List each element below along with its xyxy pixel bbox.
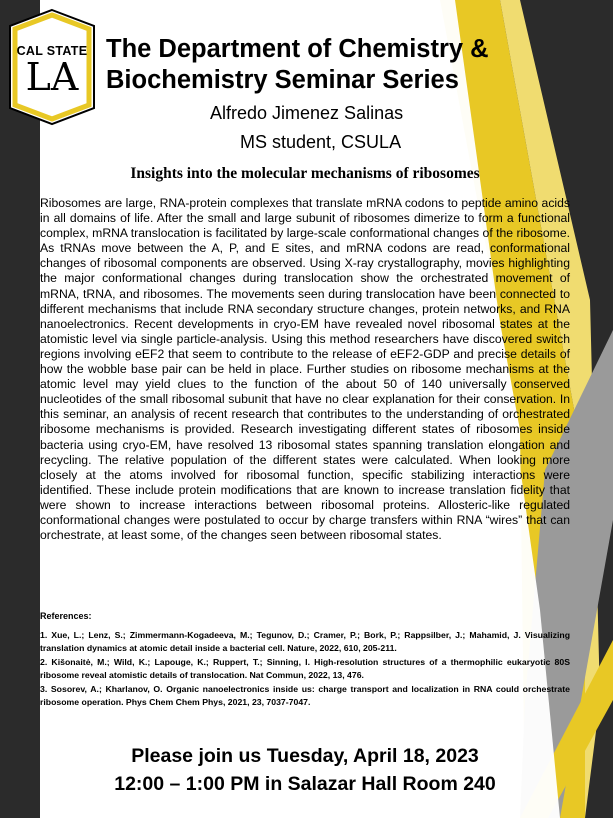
event-date: Please join us Tuesday, April 18, 2023	[131, 745, 479, 767]
cal-state-la-logo	[8, 8, 96, 126]
logo-main-text: LA	[25, 55, 79, 99]
abstract-text: Ribosomes are large, RNA-protein complexes that translate mRNA codons to peptide amino acids in all domains of life. After the small and large subunit of ribosomes dimerize to form a functional complex, mRNA translocation is facilitated by large-scale conformational changes of the ribosome. As tRNAs move between the A, P, and E sites, and mRNA codons are read, conformational changes of ribosomal components are observed. Using X-ray crystallography, movies highlighting the major conformational changes during translocation show the orchestrated movement of mRNA, tRNA, and ribosomes. The movements seen during translocation have been connected to different mechanisms that include RNA secondary structure changes, protein networks, and RNA nanoelectronics. Recent developments in cryo-EM have revealed novel ribosomal states at the atomistic level via single particle-analysis. Using this method researchers have discovered switch regions involving eEF2 that seem to contribute to the release of eEF2-GDP and precise details of how the wobble base pair can be held in place. Further studies on ribosome mechanisms at the atomic level may yield clues to the function of the about 50 of 140 universally conserved nucleotides of the small ribosomal subunit that have no clear explanation for their conservation. In this seminar, an analysis of recent research that contributes to the understanding of orchestrated ribosome mechanisms is provided. Research investigating different states of ribosomes inside bacteria using cryo-EM, have resolved 13 ribosomal states spanning translation elongation and recycling. The relative population of the different states were calculated. When looking more closely at the atoms involved for ribosomal function, specific stabilizing interactions were identified. These include protein modifications that are known to increase translation fidelity that were shown to increase interactions between ribosomal proteins. Allosteric-like regulated conformational changes were postulated to occur by charge transfers within RNA “wires” that can orchestrate, at least some, of the changes seen between ribosomal states.	[40, 196, 570, 543]
speaker-affiliation: MS student, CSULA	[240, 132, 402, 152]
title-line-2: Biochemistry Seminar Series	[106, 66, 459, 94]
references-list	[40, 629, 570, 711]
title-line-1: The Department of Chemistry &	[106, 35, 489, 63]
speaker-name: Alfredo Jimenez Salinas	[210, 103, 404, 123]
reference-item: 1. Xue, L.; Lenz, S.; Zimmermann-Kogadeeva, M.; Tegunov, D.; Cramer, P.; Bork, P.; Rappsilber, J.; Mahamid, J. Visualizing translation dynamics at atomic detail inside a bacterial cell. Nature, 2022, 610, 205-211.	[40, 630, 570, 653]
event-time-location: 12:00 – 1:00 PM in Salazar Hall Room 240	[114, 773, 496, 795]
reference-item: 2. Kišonaitė, M.; Wild, K.; Lapouge, K.; Ruppert, T.; Sinning, I. High-resolution structures of a thermophilic eukaryotic 80S ribosome reveal atomistic details of translocation. Nat Commun, 2022, 13, 476.	[40, 657, 570, 680]
reference-item: 3. Sosorev, A.; Kharlanov, O. Organic nanoelectronics inside us: charge transport and localization in RNA could orchestrate ribosome operation. Phys Chem Chem Phys, 2021, 23, 7037-7047.	[40, 684, 570, 707]
references-heading: References:	[40, 611, 92, 621]
seminar-series-title	[106, 34, 586, 96]
logo-top-text: CAL STATE	[16, 44, 88, 58]
talk-title: Insights into the molecular mechanisms of ribosomes	[130, 165, 480, 182]
